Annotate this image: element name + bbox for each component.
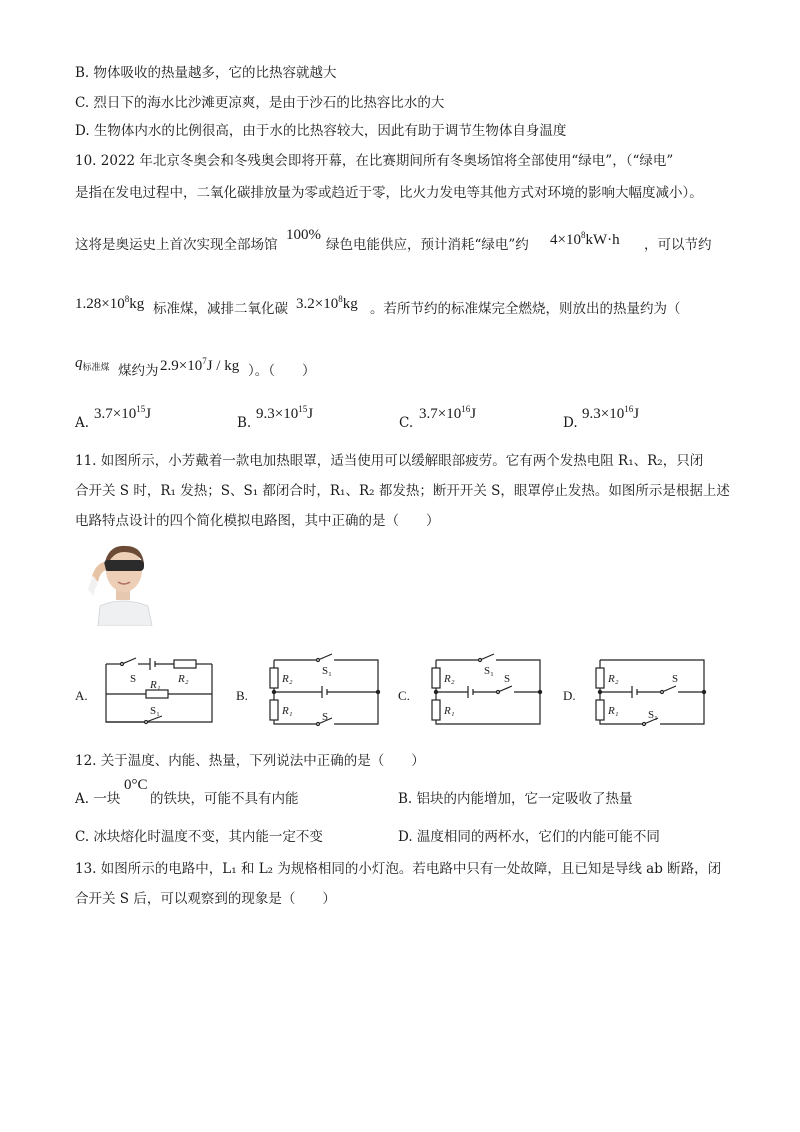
q10-percent: 100% (286, 227, 321, 243)
circuit-d-letter: D. (563, 688, 576, 703)
circuit-a-label-r2: R₂ (178, 673, 189, 685)
circuit-c-label-s1: S₁ (484, 665, 494, 677)
circuit-c-label-r2: R₂ (444, 673, 455, 685)
q12-stem: 12. 关于温度、内能、热量，下列说法中正确的是（ ） (75, 753, 425, 769)
q12-option-a-1: A. 一块 (75, 791, 121, 807)
circuit-b-label-s1: S₁ (322, 665, 332, 677)
circuit-c-label-s: S (504, 673, 511, 685)
q10-q-symbol: $q_{标准煤}$ (75, 355, 110, 372)
q10-option-d-letter: D. (563, 415, 578, 431)
q9-option-d: D. 生物体内水的比例很高，由于水的比热容较大，因此有助于调节生物体自身温度 (75, 123, 567, 139)
q11-line-3: 电路特点设计的四个简化模拟电路图，其中正确的是（ ） (75, 513, 440, 529)
q12-option-b: B. 铝块的内能增加，它一定吸收了热量 (398, 791, 633, 807)
q12-option-a-temp: 0°C (124, 777, 148, 793)
circuit-b-diagram (266, 652, 384, 730)
q10-line-2: 是指在发电过程中，二氧化碳排放量为零或趋近于零，比火力发电等其他方式对环境的影响大幅度减小）。 (75, 185, 703, 201)
q10-option-a-value: $3.7\times 10^{15}J$ (94, 404, 152, 422)
circuit-c-label-r1: R₁ (444, 705, 455, 717)
circuit-b-letter: B. (236, 688, 248, 703)
q10-line-3a: 这将是奥运史上首次实现全部场馆 (75, 237, 278, 253)
circuit-d-label-s1: S₁ (648, 709, 658, 721)
circuit-d-diagram (592, 652, 710, 730)
q13-line-1: 13. 如图所示的电路中，L₁ 和 L₂ 为规格相同的小灯泡。若电路中只有一处故障，且已知是导线 ab 断路，闭 (75, 861, 722, 877)
q12-option-c: C. 冰块熔化时温度不变，其内能一定不变 (75, 829, 323, 845)
circuit-b-label-s: S (322, 711, 329, 723)
circuit-a-letter: A. (75, 688, 88, 703)
q10-line-3b: 绿色电能供应，预计消耗“绿电”约 (326, 237, 529, 253)
q10-coal: $1.28\times 10^8kg$ (75, 294, 145, 312)
q9-option-b: B. 物体吸收的热量越多，它的比热容就越大 (75, 65, 337, 81)
q10-option-c-letter: C. (399, 415, 414, 431)
circuit-b-label-r2: R₂ (282, 673, 293, 685)
circuit-d-label-s: S (672, 673, 679, 685)
q13-line-2: 合开关 S 后，可以观察到的现象是（ ） (75, 891, 336, 907)
q12-option-a-2: 的铁块，可能不具有内能 (150, 791, 299, 807)
q10-line-5b: ）。（ ） (248, 363, 316, 379)
q11-line-2: 合开关 S 时，R₁ 发热；S、S₁ 都闭合时，R₁、R₂ 都发热；断开开关 S，眼罩停止发热。如图所示是根据上述 (75, 483, 730, 499)
q11-line-1: 11. 如图所示，小芳戴着一款电加热眼罩，适当使用可以缓解眼部疲劳。它有两个发热电阻 R₁、R₂，只闭 (75, 453, 704, 469)
q10-option-b-letter: B. (237, 415, 252, 431)
circuit-c-diagram (428, 652, 546, 730)
q10-option-c-value: $3.7\times 10^{16}J$ (419, 404, 477, 422)
q10-line-1: 10. 2022 年北京冬奥会和冬残奥会即将开幕，在比赛期间所有冬奥场馆将全部使用“绿电”，（“绿电” (75, 153, 674, 169)
q10-heat-value: $2.9\times 10^7J$ / kg (160, 356, 240, 374)
circuit-b-label-r1: R₁ (282, 705, 293, 717)
q10-line-4a: 标准煤，减排二氧化碳 (153, 301, 288, 317)
q10-line-5a: 煤约为 (118, 363, 159, 379)
circuit-d-label-r1: R₁ (608, 705, 619, 717)
q10-co2: $3.2\times 10^8kg$ (296, 294, 358, 312)
q10-option-b-value: $9.3\times 10^{15}J$ (256, 404, 314, 422)
circuit-a-label-s1: S₁ (150, 705, 160, 717)
q10-line-3c: ，可以节约 (644, 237, 712, 253)
eye-mask-photo (78, 540, 166, 626)
q9-option-c: C. 烈日下的海水比沙滩更凉爽，是由于沙石的比热容比水的大 (75, 95, 445, 111)
circuit-a-label-s: S (130, 673, 137, 685)
circuit-d-label-r2: R₂ (608, 673, 619, 685)
q10-option-d-value: $9.3\times 10^{16}J$ (582, 404, 640, 422)
q10-line-4b: 。若所节约的标准煤完全燃烧，则放出的热量约为（ (370, 301, 681, 317)
circuit-a-diagram (100, 652, 220, 730)
circuit-a-label-r1: R₁ (150, 679, 161, 691)
q10-option-a-letter: A. (75, 415, 90, 431)
q12-option-d: D. 温度相同的两杯水，它们的内能可能不同 (398, 829, 660, 845)
q10-energy: $4\times 10^8kW\cdot h$ (550, 230, 620, 248)
circuit-c-letter: C. (398, 688, 410, 703)
